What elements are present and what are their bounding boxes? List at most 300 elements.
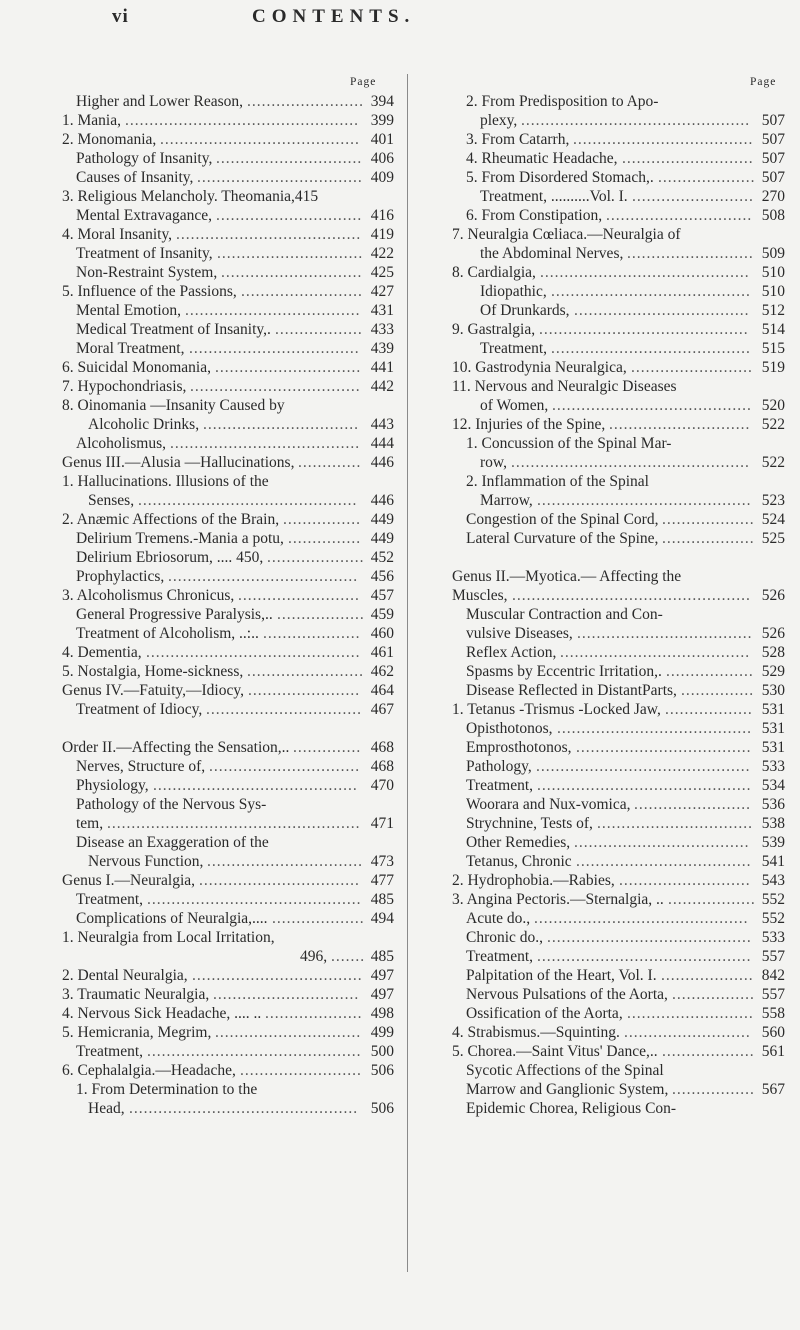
toc-entry (62, 700, 394, 719)
dot-leader: ........................ (247, 663, 364, 680)
toc-entry (62, 1004, 394, 1023)
toc-entry (452, 947, 785, 966)
toc-entry (62, 225, 394, 244)
toc-entry (62, 681, 394, 700)
dot-leader: ............... (288, 530, 362, 547)
toc-entry-page: 552 (761, 910, 785, 927)
dot-leader: ................................. (199, 872, 360, 889)
toc-entry-page: 471 (370, 815, 394, 832)
toc-entry (62, 339, 394, 358)
toc-entry-page: 531 (761, 720, 785, 737)
toc-entry-text: 6. Suicidal Monomania, (62, 359, 211, 376)
toc-entry-page: 416 (370, 207, 394, 224)
dot-leader: .................. (275, 321, 363, 338)
toc-entry-text: Chronic do., (466, 929, 544, 946)
dot-leader: ............................................... (521, 112, 751, 129)
toc-entry (452, 1099, 785, 1118)
dot-leader: ................................... (189, 340, 360, 357)
dot-leader: .................. (668, 891, 756, 908)
dot-leader: .................... (658, 169, 756, 186)
toc-entry-page: 485 (370, 891, 394, 908)
dot-leader: ..................................... (573, 131, 754, 148)
toc-entry (452, 111, 785, 130)
left-contents-column (62, 92, 394, 1118)
toc-entry-page: 394 (370, 93, 394, 110)
toc-entry (62, 814, 394, 833)
dot-leader: .................. (665, 701, 753, 718)
toc-entry-text: 3. From Catarrh, (466, 131, 570, 148)
toc-entry-text: Non-Restraint System, (76, 264, 218, 281)
toc-entry-text: 5. Nostalgia, Home-sickness, (62, 663, 244, 680)
toc-entry (452, 871, 785, 890)
toc-entry (62, 377, 394, 396)
toc-entry (452, 529, 785, 548)
toc-entry-page: 525 (761, 530, 785, 547)
toc-entry-page: 485 (370, 948, 394, 965)
dot-leader: ................... (662, 511, 755, 528)
toc-entry-page: 507 (761, 169, 785, 186)
toc-entry (62, 1023, 394, 1042)
toc-entry-text: row, (480, 454, 507, 471)
toc-entry (452, 624, 785, 643)
toc-entry-page: 512 (761, 302, 785, 319)
toc-entry-text: 1. Mania, (62, 112, 121, 129)
toc-entry-page: 508 (761, 207, 785, 224)
toc-entry-page: 444 (370, 435, 394, 452)
dot-leader: ........................... (619, 872, 751, 889)
toc-entry-text: 3. Traumatic Neuralgia, (62, 986, 210, 1003)
toc-entry-page: 520 (761, 397, 785, 414)
toc-entry (452, 700, 785, 719)
dot-leader: ................... (661, 967, 754, 984)
toc-entry (62, 396, 394, 415)
toc-entry-text: Spasms by Eccentric Irritation,. (466, 663, 662, 680)
toc-entry (452, 985, 785, 1004)
toc-entry-page: 431 (370, 302, 394, 319)
toc-entry (62, 871, 394, 890)
toc-entry-text: Congestion of the Spinal Cord, (466, 511, 659, 528)
toc-entry-text: 3. Angina Pectoris.—Sternalgia, .. (452, 891, 664, 908)
toc-entry (62, 643, 394, 662)
toc-entry-text: 2. Monomania, (62, 131, 157, 148)
toc-entry-page: 515 (761, 340, 785, 357)
dot-leader: ......................................... (551, 340, 751, 357)
toc-entry-page: 459 (370, 606, 394, 623)
toc-entry (62, 966, 394, 985)
toc-entry-text: Sycotic Affections of the Spinal (466, 1062, 664, 1079)
toc-entry-text: 11. Nervous and Neuralgic Diseases (452, 378, 677, 395)
toc-entry-text: 5. Chorea.—Saint Vitus' Dance,.. (452, 1043, 658, 1060)
toc-entry (62, 111, 394, 130)
toc-entry-text: tem, (76, 815, 104, 832)
dot-leader: ................................................. (511, 454, 750, 471)
toc-entry-page: 567 (761, 1081, 785, 1098)
toc-entry (452, 206, 785, 225)
toc-entry (452, 320, 785, 339)
dot-leader: ............................................ (537, 492, 752, 509)
toc-entry-text: Delirium Ebriosorum, .... 450, (76, 549, 264, 566)
toc-entry-text: 1. Neuralgia from Local Irritation, (62, 929, 275, 946)
toc-entry-text: Treatment of Alcoholism, ..:.. (76, 625, 259, 642)
toc-entry-page: 457 (370, 587, 394, 604)
dot-leader: .................................... (185, 302, 361, 319)
toc-entry-text: Pathology of Insanity, (76, 150, 213, 167)
toc-entry-text: 6. From Constipation, (466, 207, 603, 224)
toc-entry-page: 531 (761, 739, 785, 756)
toc-entry (62, 529, 394, 548)
toc-entry (62, 624, 394, 643)
dot-leader: ............... (681, 682, 755, 699)
toc-entry-text: Epidemic Chorea, Religious Con- (466, 1100, 677, 1117)
toc-entry-page: 443 (370, 416, 394, 433)
dot-leader: .............................. (216, 207, 363, 224)
toc-entry-page: 519 (761, 359, 785, 376)
toc-entry (62, 1042, 394, 1061)
toc-entry-text: 1. Tetanus -Trismus -Locked Jaw, (452, 701, 661, 718)
toc-entry (62, 130, 394, 149)
toc-entry-text: Genus IV.—Fatuity,—Idiocy, (62, 682, 244, 699)
dot-leader: .......................... (627, 1005, 754, 1022)
toc-entry-text: Medical Treatment of Insanity,. (76, 321, 271, 338)
dot-leader: ............................................. (138, 492, 358, 509)
dot-leader: .................................... (574, 834, 750, 851)
toc-entry-page: 399 (370, 112, 394, 129)
toc-entry-page: 467 (370, 701, 394, 718)
toc-entry-page: 507 (761, 150, 785, 167)
toc-entry (62, 719, 394, 738)
dot-leader: ........................................... (540, 264, 750, 281)
toc-entry (452, 92, 785, 111)
toc-entry (452, 149, 785, 168)
toc-entry-page: 419 (370, 226, 394, 243)
dot-leader: ............................. (221, 264, 363, 281)
toc-entry (62, 149, 394, 168)
toc-entry (62, 282, 394, 301)
toc-entry-page: 560 (761, 1024, 785, 1041)
dot-leader: ............................................ (537, 948, 752, 965)
toc-entry-page: 557 (761, 986, 785, 1003)
toc-entry-page: 538 (761, 815, 785, 832)
left-page-column-label: Page (350, 76, 377, 88)
toc-entry-text: Muscles, (452, 587, 508, 604)
toc-entry (452, 225, 785, 244)
toc-entry-page: 528 (761, 644, 785, 661)
toc-entry-page: 510 (761, 283, 785, 300)
toc-entry-page: 842 (761, 967, 785, 984)
running-head-title: CONTENTS. (252, 6, 416, 27)
toc-entry-text: Treatment, (76, 1043, 144, 1060)
dot-leader: ................................... (192, 967, 363, 984)
toc-entry-text: Marrow, (480, 492, 533, 509)
toc-entry (62, 586, 394, 605)
dot-leader: ............................................ (146, 644, 361, 661)
toc-entry (62, 92, 394, 111)
dot-leader: ......................................... (552, 397, 752, 414)
toc-entry (62, 187, 394, 206)
toc-entry-page: 531 (761, 701, 785, 718)
toc-entry-text: 6. Cephalalgia.—Headache, (62, 1062, 236, 1079)
dot-leader: ................................... (190, 378, 361, 395)
toc-entry-text: Treatment of Insanity, (76, 245, 213, 262)
toc-entry-text: Senses, (88, 492, 135, 509)
toc-entry-page: 509 (761, 245, 785, 262)
dot-leader: .................................. (197, 169, 363, 186)
dot-leader: ....... (331, 948, 366, 965)
toc-entry-text: Marrow and Ganglionic System, (466, 1081, 669, 1098)
toc-entry-page: 401 (370, 131, 394, 148)
toc-entry-text: Opisthotonos, (466, 720, 553, 737)
toc-entry-page: 468 (370, 758, 394, 775)
toc-entry-text: 2. From Predisposition to Apo- (466, 93, 659, 110)
toc-entry-page: 497 (370, 967, 394, 984)
toc-entry (452, 1004, 785, 1023)
dot-leader: .................... (263, 625, 361, 642)
toc-entry-text: Alcoholismus, (76, 435, 166, 452)
dot-leader: .......................... (627, 245, 754, 262)
toc-entry (62, 833, 394, 852)
dot-leader: ................................................. (512, 587, 751, 604)
toc-entry-text: Nervous Pulsations of the Aorta, (466, 986, 668, 1003)
toc-entry-text: Order II.—Affecting the Sensation,.. (62, 739, 290, 756)
toc-entry-page: 534 (761, 777, 785, 794)
dot-leader: .......................................... (153, 777, 358, 794)
toc-entry (62, 852, 394, 871)
toc-entry-text: 8. Oinomania —Insanity Caused by (62, 397, 285, 414)
right-page-column-label: Page (750, 76, 777, 88)
toc-entry (452, 738, 785, 757)
toc-entry-text: Genus II.—Myotica.— Affecting the (452, 568, 682, 585)
dot-leader: ................................ (597, 815, 753, 832)
toc-entry-page: 536 (761, 796, 785, 813)
toc-entry-text: 9. Gastralgia, (452, 321, 536, 338)
toc-entry-text: Of Drunkards, (480, 302, 570, 319)
toc-entry (62, 1099, 394, 1118)
toc-entry-text: 7. Neuralgia Cœliaca.—Neuralgia of (452, 226, 681, 243)
toc-entry (452, 909, 785, 928)
toc-entry-text: General Progressive Paralysis,.. (76, 606, 273, 623)
dot-leader: ....................... (248, 682, 361, 699)
toc-entry-text: Lateral Curvature of the Spine, (466, 530, 659, 547)
toc-entry (62, 548, 394, 567)
toc-entry-text: 10. Gastrodynia Neuralgica, (452, 359, 627, 376)
dot-leader: ...................................... (176, 226, 362, 243)
toc-entry (452, 339, 785, 358)
toc-entry (452, 1042, 785, 1061)
toc-entry-text: Muscular Contraction and Con- (466, 606, 663, 623)
dot-leader: .......................................... (547, 929, 752, 946)
toc-entry-text: 2. Dental Neuralgia, (62, 967, 188, 984)
toc-entry (62, 776, 394, 795)
toc-entry-page: 406 (370, 150, 394, 167)
dot-leader: ........................................ (557, 720, 752, 737)
toc-entry-page: 422 (370, 245, 394, 262)
toc-entry-text: Physiology, (76, 777, 149, 794)
toc-entry-page: 449 (370, 530, 394, 547)
dot-leader: ............................................ (536, 758, 751, 775)
toc-entry (62, 985, 394, 1004)
dot-leader: ............................................... (129, 1100, 359, 1117)
toc-entry-page: 497 (370, 986, 394, 1003)
toc-entry-text: Moral Treatment, (76, 340, 185, 357)
toc-entry (62, 415, 394, 434)
dot-leader: ................ (283, 511, 361, 528)
toc-entry-page: 446 (370, 454, 394, 471)
toc-entry-page: 514 (761, 321, 785, 338)
toc-entry-page: 530 (761, 682, 785, 699)
toc-entry-text: of Women, (480, 397, 549, 414)
toc-entry-page: 446 (370, 492, 394, 509)
toc-entry-text: Treatment, (466, 777, 534, 794)
dot-leader: .............. (293, 739, 362, 756)
toc-entry-text: 4. Nervous Sick Headache, .... .. (62, 1005, 262, 1022)
toc-entry-page: 500 (370, 1043, 394, 1060)
column-divider (407, 74, 408, 1272)
toc-entry-text: Nervous Function, (88, 853, 204, 870)
toc-entry (62, 662, 394, 681)
toc-entry-text: Causes of Insanity, (76, 169, 194, 186)
toc-entry-page: 477 (370, 872, 394, 889)
toc-entry (452, 282, 785, 301)
toc-entry (452, 681, 785, 700)
dot-leader: ............................................ (147, 891, 362, 908)
toc-entry-page: 522 (761, 416, 785, 433)
toc-entry (452, 567, 785, 586)
toc-entry-text: 5. From Disordered Stomach,. (466, 169, 654, 186)
dot-leader: .................... (265, 1005, 363, 1022)
toc-entry (62, 909, 394, 928)
toc-entry-text: 7. Hypochondriasis, (62, 378, 187, 395)
toc-entry-text: Prophylactics, (76, 568, 165, 585)
dot-leader: ................................ (207, 853, 363, 870)
toc-entry-page: 539 (761, 834, 785, 851)
toc-entry-text: Palpitation of the Heart, Vol. I. (466, 967, 657, 984)
toc-entry (62, 472, 394, 491)
dot-leader: .................................... (574, 302, 750, 319)
toc-entry-text: Pathology of the Nervous Sys- (76, 796, 267, 813)
toc-entry (452, 130, 785, 149)
toc-entry (452, 472, 785, 491)
toc-entry-page: 439 (370, 340, 394, 357)
toc-entry (452, 358, 785, 377)
toc-entry-text: Genus III.—Alusia —Hallucinations, (62, 454, 295, 471)
toc-entry-text: 2. Hydrophobia.—Rabies, (452, 872, 615, 889)
toc-entry-page: 526 (761, 587, 785, 604)
dot-leader: .............................. (215, 359, 362, 376)
dot-leader: .............................. (213, 986, 360, 1003)
toc-entry (452, 187, 785, 206)
toc-entry-page: 561 (761, 1043, 785, 1060)
dot-leader: ......................... (632, 188, 754, 205)
toc-entry (62, 605, 394, 624)
toc-entry (452, 852, 785, 871)
toc-entry (62, 510, 394, 529)
toc-entry (62, 890, 394, 909)
dot-leader: .................................... (577, 625, 753, 642)
toc-entry (62, 263, 394, 282)
toc-entry-text: Head, (88, 1100, 125, 1117)
toc-entry (452, 833, 785, 852)
toc-entry (62, 1080, 394, 1099)
dot-leader: .............................. (606, 207, 753, 224)
toc-entry (62, 947, 394, 966)
toc-entry (62, 206, 394, 225)
toc-entry-text: Treatment, (480, 340, 548, 357)
dot-leader: ......................... (241, 283, 363, 300)
toc-entry (62, 244, 394, 263)
toc-entry-text: 2. Anæmic Affections of the Brain, (62, 511, 280, 528)
dot-leader: ........................ (634, 796, 751, 813)
toc-entry-text: Mental Emotion, (76, 302, 182, 319)
toc-entry (452, 643, 785, 662)
toc-entry-page: 441 (370, 359, 394, 376)
toc-entry-page: 464 (370, 682, 394, 699)
toc-entry-page: 557 (761, 948, 785, 965)
toc-entry-page: 506 (370, 1062, 394, 1079)
toc-entry (452, 1080, 785, 1099)
toc-entry (452, 548, 785, 567)
toc-entry-text: 4. Moral Insanity, (62, 226, 173, 243)
toc-entry-text: Higher and Lower Reason, (76, 93, 244, 110)
dot-leader: ................. (672, 1081, 755, 1098)
toc-entry-page: 524 (761, 511, 785, 528)
toc-entry-page: 522 (761, 454, 785, 471)
dot-leader: .................. (277, 606, 365, 623)
toc-entry (452, 453, 785, 472)
dot-leader: ......................................... (160, 131, 360, 148)
toc-entry (452, 814, 785, 833)
toc-entry-text: Pathology, (466, 758, 532, 775)
toc-entry (452, 377, 785, 396)
toc-entry (62, 795, 394, 814)
toc-entry-page: 533 (761, 929, 785, 946)
toc-entry (62, 738, 394, 757)
toc-entry (452, 795, 785, 814)
toc-entry-page: 409 (370, 169, 394, 186)
dot-leader: .................................... (576, 739, 752, 756)
toc-entry-text: plexy, (480, 112, 518, 129)
toc-entry (452, 301, 785, 320)
toc-entry-page: 506 (370, 1100, 394, 1117)
toc-entry-text: 4. Dementia, (62, 644, 142, 661)
toc-entry (452, 396, 785, 415)
toc-entry-text: Acute do., (466, 910, 531, 927)
toc-entry-text: 5. Influence of the Passions, (62, 283, 237, 300)
toc-entry-text: Disease an Exaggeration of the (76, 834, 269, 851)
dot-leader: ................... (272, 910, 365, 927)
dot-leader: .......................... (624, 1024, 751, 1041)
dot-leader: ......................................... (551, 283, 751, 300)
toc-entry-page: 533 (761, 758, 785, 775)
toc-entry-page: 498 (370, 1005, 394, 1022)
toc-entry-page: 462 (370, 663, 394, 680)
dot-leader: .................................................... (107, 815, 361, 832)
dot-leader: ....................................... (168, 568, 359, 585)
toc-entry (62, 320, 394, 339)
dot-leader: ....................................... (170, 435, 361, 452)
dot-leader: ................................ (203, 416, 359, 433)
toc-entry-text: 12. Injuries of the Spine, (452, 416, 606, 433)
toc-entry-page: 499 (370, 1024, 394, 1041)
dot-leader: ......................... (238, 587, 360, 604)
toc-entry-page: 473 (370, 853, 394, 870)
toc-entry (452, 244, 785, 263)
toc-entry (62, 168, 394, 187)
dot-leader: .................. (666, 663, 754, 680)
toc-entry-page: 461 (370, 644, 394, 661)
toc-entry-text: 1. From Determination to the (76, 1081, 258, 1098)
dot-leader: ......................... (240, 1062, 362, 1079)
dot-leader: ................. (672, 986, 755, 1003)
